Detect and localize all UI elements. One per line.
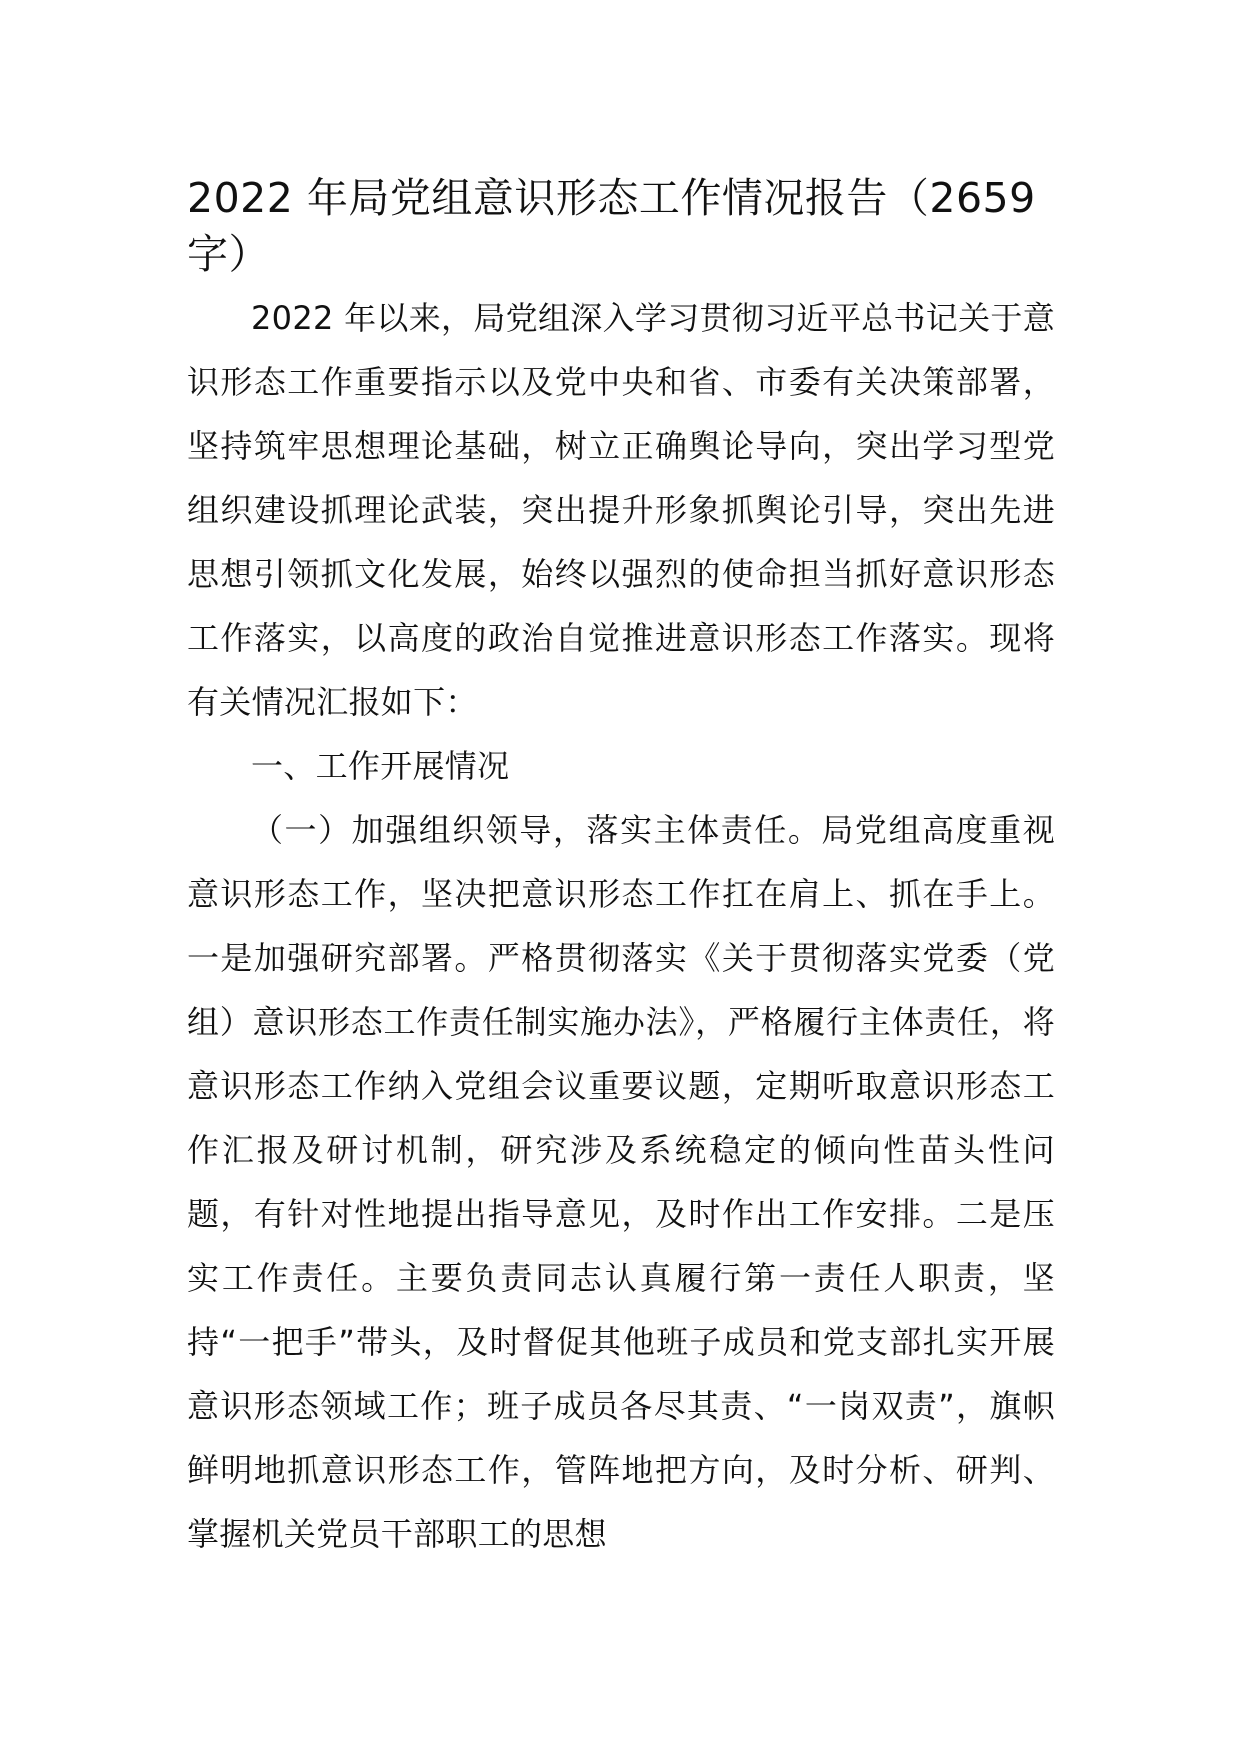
section-paragraph: （一）加强组织领导，落实主体责任。局党组高度重视意识形态工作，坚决把意识形态工作扛在肩上、抓在手上。一是加强研究部署。严格贯彻落实《关于贯彻落实党委（党组）意识形态工作责任制实施办法》，严格履行主体责任，将意识形态工作纳入党组会议重要议题，定期听取意识形态工作汇报及研讨机制，研究涉及系统稳定的倾向性苗头性问题，有针对性地提出指导意见，及时作出工作安排。二是压实工作责任。主要负责同志认真履行第一责任人职责，坚持“一把手”带头，及时督促其他班子成员和党支部扎实开展意识形态领域工作；班子成员各尽其责、“一岗双责”，旗帜鲜明地抓意识形态工作，管阵地把方向，及时分析、研判、掌握机关党员干部职工的思想 bbox=[187, 811, 1055, 1553]
intro-paragraph: 2022 年以来，局党组深入学习贯彻习近平总书记关于意识形态工作重要指示以及党中央和省、市委有关决策部署，坚持筑牢思想理论基础，树立正确舆论导向，突出学习型党组织建设抓理论武装，突出提升形象抓舆论引导，突出先进思想引领抓文化发展，始终以强烈的使命担当抓好意识形态工作落实，以高度的政治自觉推进意识形态工作落实。现将有关情况汇报如下： bbox=[187, 299, 1055, 721]
document-body bbox=[187, 170, 1055, 1566]
document-title: 2022 年局党组意识形态工作情况报告（2659 字） bbox=[187, 174, 1036, 278]
section-heading: 一、工作开展情况 bbox=[251, 747, 510, 785]
